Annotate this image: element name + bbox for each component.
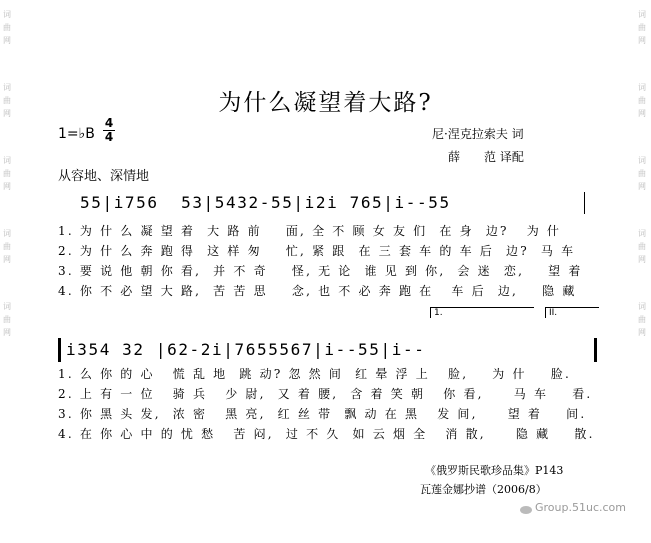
side-char: 曲 (638, 96, 646, 105)
lyric-line: 2. 上 有 一 位 骑 兵 少 尉, 又 着 腰, 含 着 笑 朝 你 看, 马 车 看. (58, 387, 593, 401)
side-char: 网 (638, 328, 646, 337)
lyricist-credit: 尼·涅克拉索夫 词 (432, 127, 524, 141)
side-char: 词 (638, 10, 646, 19)
side-char: 曲 (638, 242, 646, 251)
final-barline (594, 338, 597, 362)
barline (584, 192, 585, 214)
first-ending-bracket: 1. (430, 307, 534, 318)
tempo-marking: 从容地、深情地 (58, 169, 150, 184)
side-char: 词 (3, 229, 11, 238)
side-char: 词 (3, 83, 11, 92)
time-signature (103, 118, 115, 143)
watermark-text: Group.51uc.com (535, 501, 626, 514)
right-watermark-column (636, 8, 648, 373)
side-char: 网 (3, 328, 11, 337)
side-char: 网 (3, 109, 11, 118)
key-signature: 1=♭B (58, 126, 95, 142)
side-char: 曲 (3, 242, 11, 251)
lyric-line: 1. 为 什 么 凝 望 着 大 路 前 面, 全 不 顾 女 友 们 在 身 边? 为 什 (58, 224, 562, 238)
side-char: 网 (3, 255, 11, 264)
side-char: 曲 (638, 169, 646, 178)
lyric-line: 4. 你 不 必 望 大 路, 苦 苦 思 念, 也 不 必 奔 跑 在 车 后 边, 隐 藏 (58, 284, 577, 298)
time-signature-top: 4 (104, 116, 114, 130)
notation-line-1: 55|i756 53|5432-55|i2i 765|i--55 (80, 193, 451, 212)
side-char: 网 (3, 36, 11, 45)
second-ending-bracket: II. (545, 307, 599, 318)
lyric-line: 3. 要 说 他 朝 你 看, 并 不 奇 怪, 无 论 谁 见 到 你, 会 迷 恋, 望 着 (58, 264, 583, 278)
repeat-start-barline (58, 338, 61, 362)
side-char: 网 (638, 182, 646, 191)
lyric-line: 3. 你 黑 头 发, 浓 密 黑 亮, 红 丝 带 飘 动 在 黑 发 间, 望 着 间. (58, 407, 587, 421)
side-char: 曲 (3, 96, 11, 105)
side-char: 网 (638, 255, 646, 264)
song-title: 为什么凝望着大路? (218, 90, 433, 116)
side-char: 词 (638, 83, 646, 92)
side-char: 曲 (3, 315, 11, 324)
side-char: 曲 (3, 169, 11, 178)
source-citation: 《俄罗斯民歌珍品集》P143 (425, 464, 564, 477)
side-char: 词 (638, 156, 646, 165)
transcriber-note: 瓦莲金娜抄谱（2006/8） (420, 483, 547, 496)
time-signature-bottom: 4 (104, 130, 114, 144)
side-char: 词 (638, 302, 646, 311)
side-char: 网 (638, 109, 646, 118)
side-char: 网 (638, 36, 646, 45)
side-char: 曲 (638, 23, 646, 32)
side-char: 词 (3, 302, 11, 311)
lyric-line: 2. 为 什 么 奔 跑 得 这 样 匆 忙, 紧 跟 在 三 套 车 的 车 后 边? 马 车 (58, 244, 576, 258)
side-char: 词 (638, 229, 646, 238)
side-char: 曲 (638, 315, 646, 324)
side-char: 词 (3, 156, 11, 165)
side-char: 词 (3, 10, 11, 19)
side-char: 曲 (3, 23, 11, 32)
notation-line-2: i354 32 |62-2i|7655567|i--55|i-- (66, 340, 426, 359)
left-watermark-column (1, 8, 13, 373)
lyric-line: 1. 么 你 的 心 慌 乱 地 跳 动? 忽 然 间 红 晕 浮 上 脸, 为 什 脸. (58, 367, 571, 381)
translator-credit: 薛 范 译配 (448, 150, 524, 164)
lyric-line: 4. 在 你 心 中 的 忧 愁 苦 闷, 过 不 久 如 云 烟 全 消 散, 隐 藏 散. (58, 427, 595, 441)
side-char: 网 (3, 182, 11, 191)
watermark-logo-icon (520, 506, 532, 514)
